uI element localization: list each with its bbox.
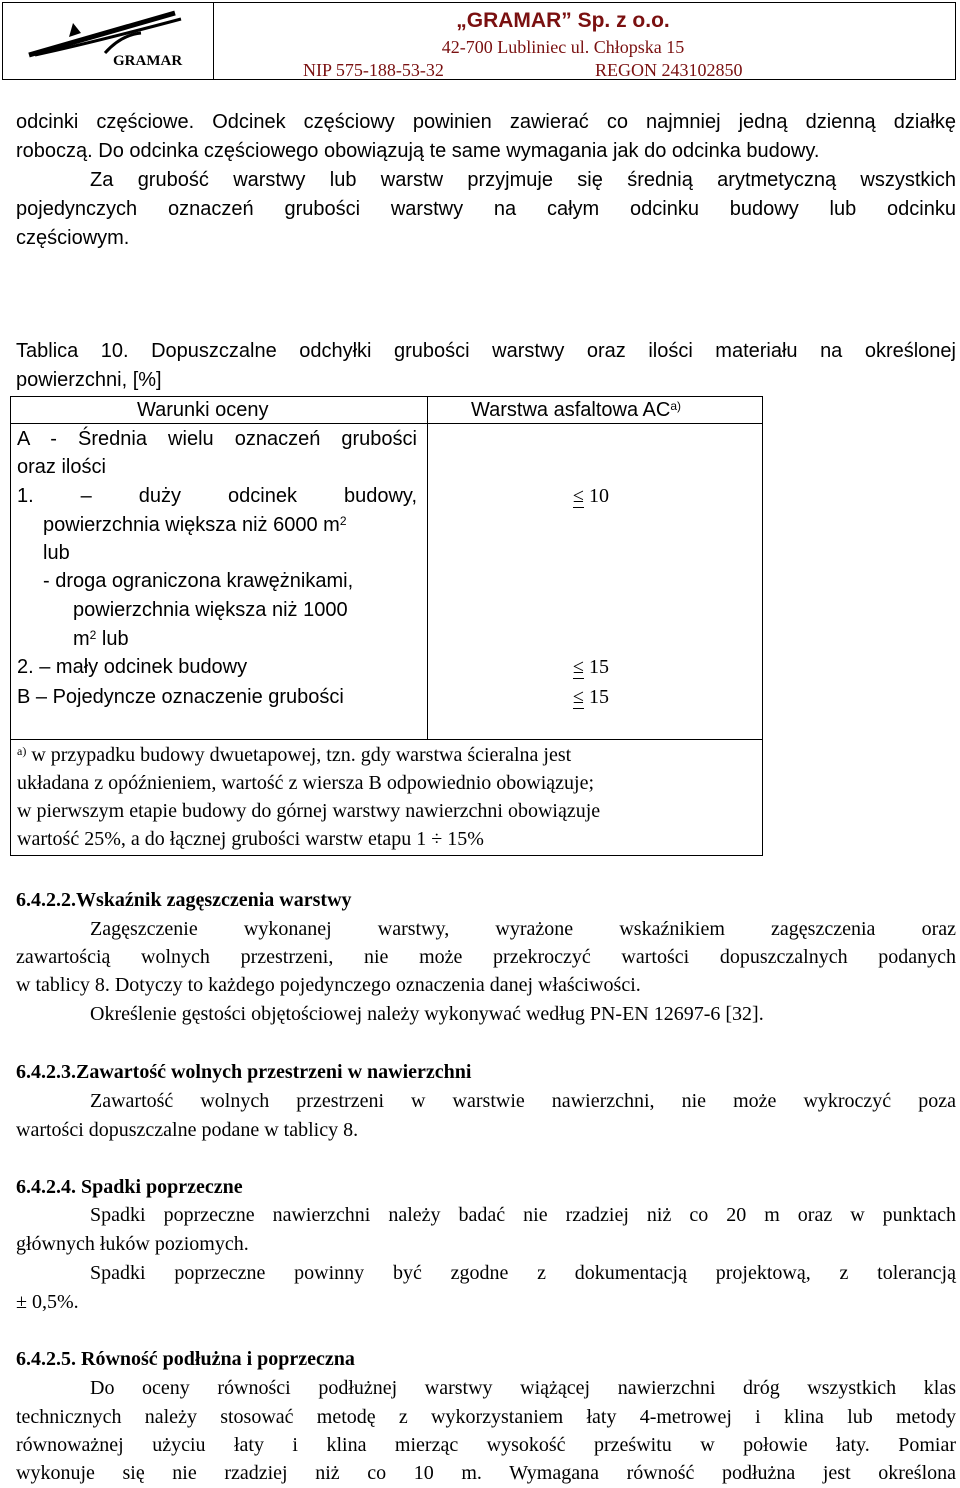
section-line: Zawartość wolnych przestrzeni w warstwie nawierzchni, nie może wykroczyć poza (90, 1090, 956, 1112)
table-cell: powierzchnia większa niż 6000 $m^2$ (43, 514, 347, 536)
section-line: wykonuje się nie rzadziej niż co 10 m. Wymagana równość podłużna jest określona (16, 1462, 956, 1484)
intro-line: Za grubość warstwy lub warstw przyjmuje się średnią arytmetyczną wszystkich (90, 169, 956, 191)
table-cell: powierzchnia większa niż 1000 (73, 599, 348, 621)
table-cell: 2. – mały odcinek budowy (17, 656, 248, 678)
table-divider (11, 739, 762, 740)
table-footnote: $^{a)}$ w przypadku budowy dwuetapowej, tzn. gdy warstwa ścieralna jest (17, 744, 572, 766)
section-line: Do oceny równości podłużnej warstwy wiążącej nawierzchni dróg wszystkich klas (90, 1377, 956, 1399)
section-line: ± 0,5%. (16, 1291, 79, 1313)
section-line: Zagęszczenie wykonanej warstwy, wyrażone wskaźnikiem zagęszczenia oraz (90, 918, 956, 940)
intro-line: odcinki częściowe. Odcinek częściowy powinien zawierać co najmniej jedną dzienną działkę (16, 111, 956, 133)
letterhead (2, 2, 956, 80)
section-line: technicznych należy stosować metodę z wykorzystaniem łaty 4-metrowej i klina lub metody (16, 1406, 956, 1428)
table-divider (427, 397, 428, 739)
intro-line: pojedynczych oznaczeń grubości warstwy na całym odcinku budowy lub odcinku (16, 198, 956, 220)
section-line: Określenie gęstości objętościowej należy wykonywać według PN-EN 12697-6 [32]. (90, 1003, 764, 1025)
table-cell: B – Pojedyncze oznaczenie grubości (17, 686, 344, 708)
table-cell: lub (43, 542, 70, 564)
section-heading: 6.4.2.3.Zawartość wolnych przestrzeni w nawierzchni (16, 1061, 472, 1083)
company-address: 42-700 Lubliniec ul. Chłopska 15 (441, 37, 685, 57)
section-line: zawartością wolnych przestrzeni, nie może przekroczyć wartości dopuszczalnych podanych (16, 946, 956, 968)
table-value: ≤ 15 (573, 653, 609, 681)
section-heading: 6.4.2.4. Spadki poprzeczne (16, 1176, 243, 1198)
company-regon: REGON 243102850 (595, 60, 743, 80)
table-cell: - droga ograniczona krawężnikami, (43, 570, 354, 592)
table-caption: Tablica 10. Dopuszczalne odchyłki grubości warstwy oraz ilości materiału na określonej (16, 340, 956, 362)
section-line: głównych łuków poziomych. (16, 1233, 249, 1255)
company-nip: NIP 575-188-53-32 (303, 60, 444, 80)
table-cell: A - Średnia wielu oznaczeń grubości (17, 428, 417, 450)
table-value: ≤ 15 (573, 683, 609, 711)
section-line: Spadki poprzeczne nawierzchni należy badać nie rzadziej niż co 20 m oraz w punktach (90, 1204, 956, 1226)
table-footnote: w pierwszym etapie budowy do górnej warstwy nawierzchni obowiązuje (17, 800, 601, 822)
table-value: ≤ 10 (573, 482, 609, 510)
section-line: równoważnej użyciu łaty i klina mierząc wysokość prześwitu w połowie łaty. Pomiar (16, 1434, 956, 1456)
section-heading: 6.4.2.5. Równość podłużna i poprzeczna (16, 1348, 355, 1370)
table-footnote: wartość 25%, a do łącznej grubości warstw etapu 1 ÷ 15% (17, 828, 484, 850)
table-footnote: układana z opóźnieniem, wartość z wiersza B odpowiednio obowiązuje; (17, 772, 595, 794)
section-line: w tablicy 8. Dotyczy to każdego pojedynczego oznaczenia danej właściwości. (16, 974, 641, 996)
logo-swoosh-icon (25, 9, 195, 59)
table-cell: 1. – duży odcinek budowy, (17, 485, 417, 507)
intro-line: roboczą. Do odcinka częściowego obowiązują te same wymagania jak do odcinka budowy. (16, 140, 820, 162)
logo-text: GRAMAR (113, 53, 183, 69)
tolerance-table (10, 396, 763, 856)
section-line: wartości dopuszczalne podane w tablicy 8. (16, 1119, 359, 1141)
table-header-conditions: Warunki oceny (137, 399, 269, 421)
table-header-layer: Warstwa asfaltowa AC$^{a)}$ (471, 399, 681, 421)
table-cell: oraz ilości (17, 456, 106, 478)
section-heading: 6.4.2.2.Wskaźnik zagęszczenia warstwy (16, 889, 352, 911)
table-cell: $m^2$ lub (73, 628, 129, 650)
company-logo (3, 3, 214, 79)
company-name: „GRAMAR” Sp. z o.o. (456, 9, 670, 32)
table-caption: powierzchni, [%] (16, 369, 162, 391)
section-line: Spadki poprzeczne powinny być zgodne z dokumentacją projektową, z tolerancją (90, 1262, 956, 1284)
intro-line: częściowym. (16, 227, 130, 249)
